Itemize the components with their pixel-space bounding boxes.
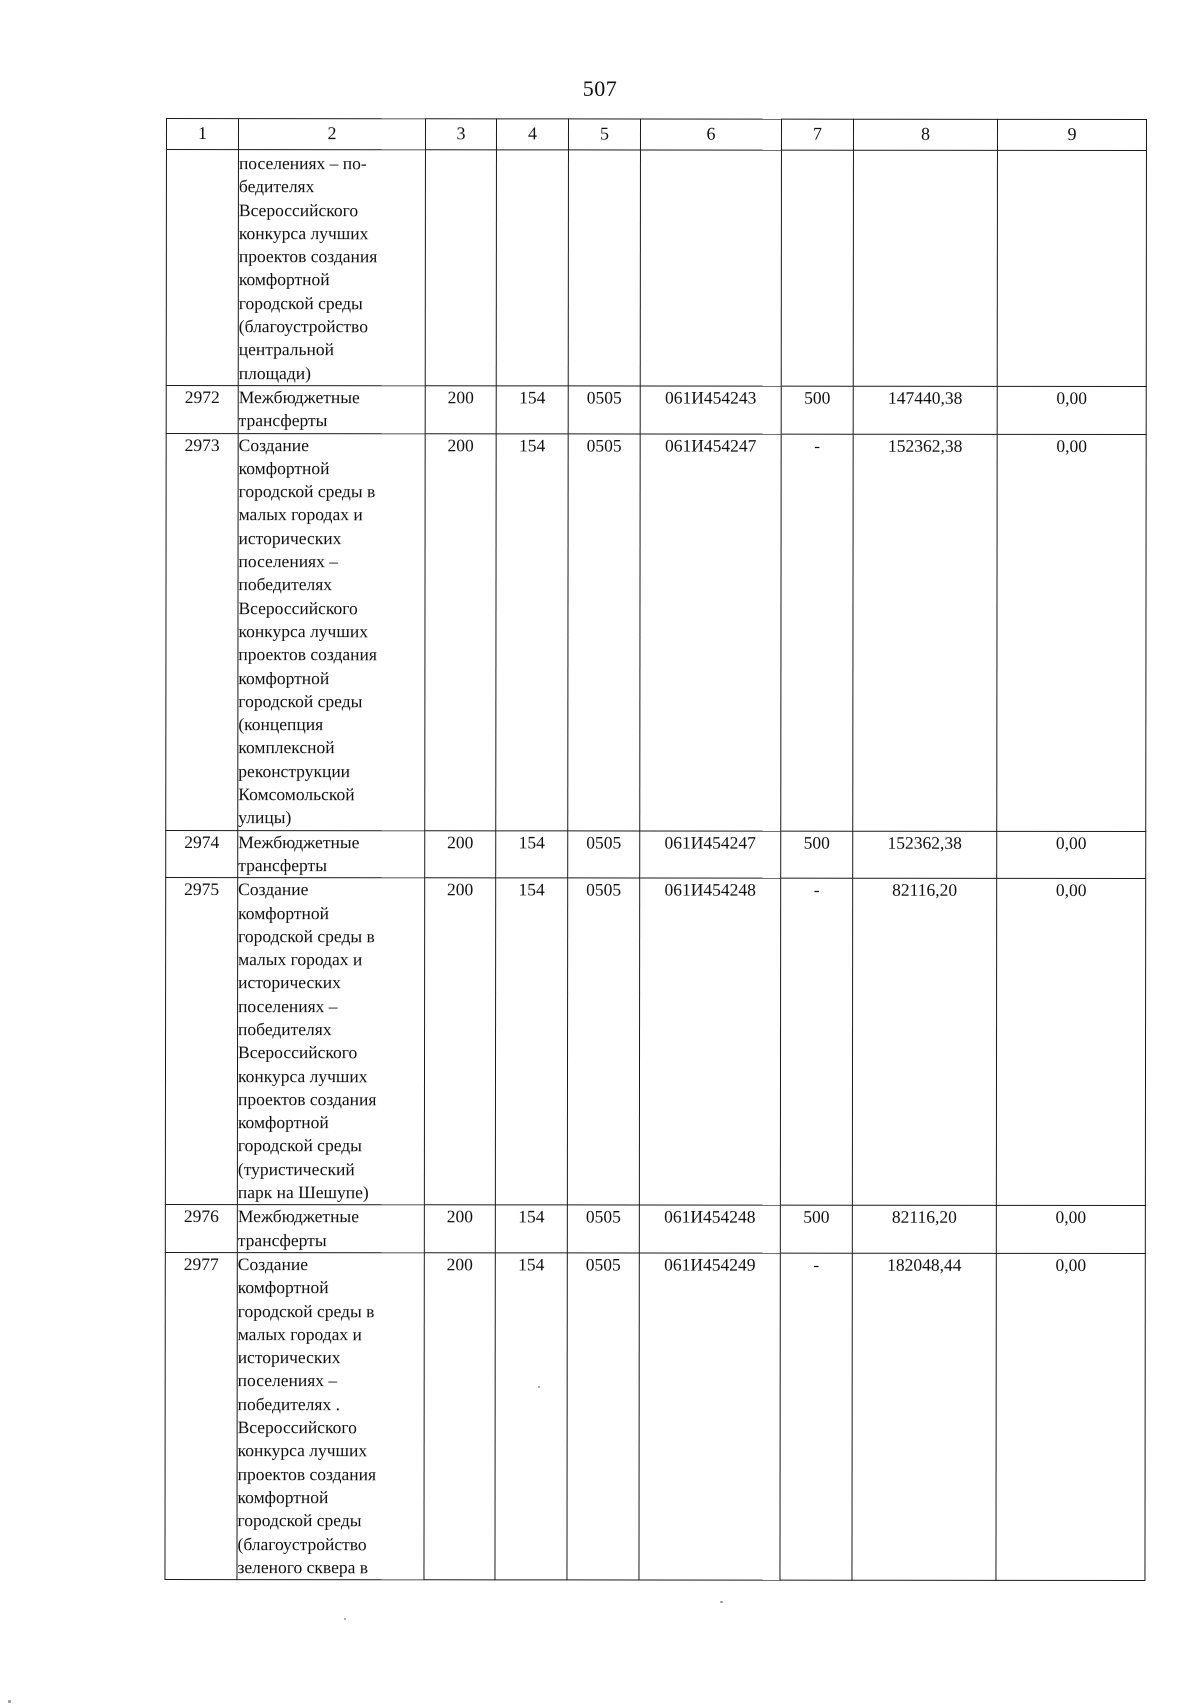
table-row xyxy=(166,385,1146,434)
table-row xyxy=(166,433,1146,831)
column-header: 1 xyxy=(166,119,238,150)
col4-cell: 154 xyxy=(495,878,567,1205)
col4-cell: 154 xyxy=(496,433,568,830)
empty-cell xyxy=(568,150,640,386)
col6-code-cell: 061И454243 xyxy=(640,386,781,434)
column-header: 9 xyxy=(997,119,1146,150)
col6-code-cell: 061И454247 xyxy=(640,831,781,879)
col6-code-cell: 061И454248 xyxy=(639,1205,780,1253)
table-body xyxy=(165,150,1146,1581)
col4-cell: 154 xyxy=(495,1253,567,1580)
col5-cell: 0505 xyxy=(567,878,639,1205)
col3-cell: 200 xyxy=(425,386,496,434)
col8-amount-cell: 152362,38 xyxy=(853,831,997,879)
col4-cell: 154 xyxy=(496,386,568,434)
column-header: 2 xyxy=(238,119,425,150)
col7-cell: 500 xyxy=(781,386,853,434)
col3-cell: 200 xyxy=(424,878,495,1205)
col3-cell: 200 xyxy=(425,433,496,830)
row-name-cell: Создание комфортной городской среды в малых городах и исторических поселениях – победителях Всероссийского конкурса лучших проектов создания комфортной городской среды (туристический парк на Шешупе) xyxy=(237,878,424,1205)
scan-speck xyxy=(344,1618,346,1620)
col9-amount-cell: 0,00 xyxy=(997,831,1146,879)
column-header: 8 xyxy=(853,119,997,150)
table-row xyxy=(165,1205,1145,1254)
column-header: 5 xyxy=(568,119,640,150)
empty-cell xyxy=(997,150,1146,386)
empty-cell xyxy=(496,150,568,386)
scan-speck xyxy=(720,1601,723,1603)
column-header: 6 xyxy=(640,119,781,150)
row-name-cell: Создание комфортной городской среды в малых городах и исторических поселениях – победителях Всероссийского конкурса лучших проектов создания комфортной городской среды (концепция комплексной реконструкции Комсомольской улицы) xyxy=(238,433,425,830)
col9-amount-cell: 0,00 xyxy=(997,386,1146,434)
row-name-cell: Межбюджетные трансферты xyxy=(238,386,425,434)
row-number-cell: 2975 xyxy=(165,878,237,1205)
col8-amount-cell: 147440,38 xyxy=(853,386,997,434)
row-number-cell: 2974 xyxy=(166,830,238,878)
document-sheet xyxy=(164,118,1146,1581)
col7-cell: - xyxy=(780,1253,852,1580)
col9-amount-cell: 0,00 xyxy=(996,1253,1145,1580)
row-name-cell: Межбюджетные трансферты xyxy=(237,1205,424,1253)
row-number-cell: 2973 xyxy=(166,433,238,830)
col4-cell: 154 xyxy=(496,830,568,878)
col5-cell: 0505 xyxy=(568,386,640,434)
col7-cell: 500 xyxy=(781,831,853,879)
table-header-row xyxy=(166,119,1146,151)
table-row xyxy=(165,878,1145,1206)
col5-cell: 0505 xyxy=(567,1253,639,1580)
col9-amount-cell: 0,00 xyxy=(997,434,1146,831)
col3-cell: 200 xyxy=(424,1205,495,1253)
col3-cell: 200 xyxy=(424,1253,495,1580)
col9-amount-cell: 0,00 xyxy=(996,879,1145,1206)
row-number-cell: 2977 xyxy=(165,1252,237,1579)
col8-amount-cell: 82116,20 xyxy=(852,878,996,1205)
col8-amount-cell: 182048,44 xyxy=(852,1253,996,1580)
col4-cell: 154 xyxy=(495,1205,567,1253)
empty-cell xyxy=(640,150,781,386)
continuation-row xyxy=(166,150,1146,387)
col7-cell: 500 xyxy=(780,1206,852,1254)
scan-speck xyxy=(538,1386,540,1388)
col8-amount-cell: 152362,38 xyxy=(853,434,997,831)
row-number-cell: 2972 xyxy=(166,385,238,433)
col9-amount-cell: 0,00 xyxy=(996,1206,1145,1254)
table-row xyxy=(165,1252,1145,1580)
column-header: 7 xyxy=(781,119,853,150)
empty-cell xyxy=(781,150,853,386)
scan-speck xyxy=(8,1700,11,1703)
budget-table xyxy=(164,118,1147,1581)
column-header: 4 xyxy=(496,119,568,150)
table-row xyxy=(166,830,1146,879)
col7-cell: - xyxy=(780,878,852,1205)
continuation-text: поселениях – по- бедителях Всероссийского конкурса лучших проектов создания комфортной городской среды (благоустройство центральной площади) xyxy=(238,150,425,386)
col5-cell: 0505 xyxy=(568,433,640,830)
col7-cell: - xyxy=(781,434,853,831)
col5-cell: 0505 xyxy=(567,1205,639,1253)
row-name-cell: Создание комфортной городской среды в малых городах и исторических поселениях – победителях . Всероссийского конкурса лучших проектов создания комфортной городской среды (благоустройство зеленого сквера в xyxy=(237,1253,424,1580)
col6-code-cell: 061И454248 xyxy=(639,878,780,1205)
column-header: 3 xyxy=(425,119,496,150)
col8-amount-cell: 82116,20 xyxy=(852,1206,996,1254)
empty-cell xyxy=(425,150,496,386)
row-number-cell: 2976 xyxy=(165,1205,237,1253)
col3-cell: 200 xyxy=(425,830,496,878)
col6-code-cell: 061И454249 xyxy=(639,1253,780,1580)
row-number-cell xyxy=(166,150,238,386)
col5-cell: 0505 xyxy=(568,831,640,879)
page-number: 507 xyxy=(582,76,618,101)
empty-cell xyxy=(853,150,997,386)
row-name-cell: Межбюджетные трансферты xyxy=(238,830,425,878)
col6-code-cell: 061И454247 xyxy=(640,434,781,831)
